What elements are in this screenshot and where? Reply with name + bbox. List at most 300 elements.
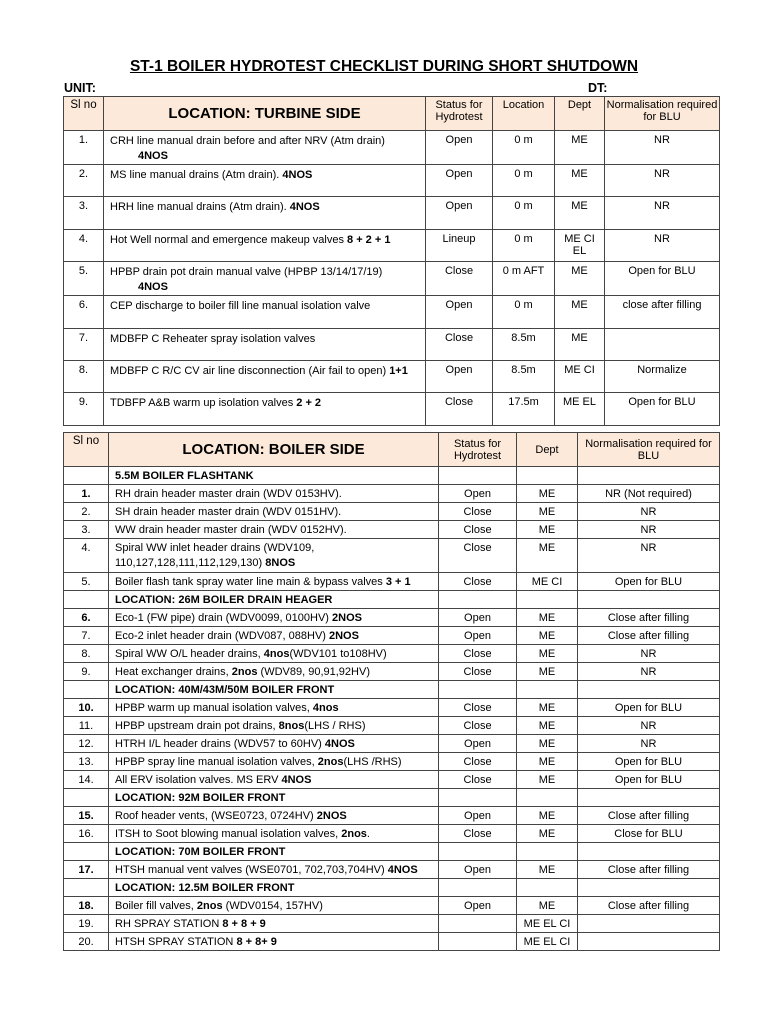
quantity-text: 2NOS: [332, 612, 362, 624]
sl-no-cell: 16.: [64, 825, 109, 843]
sl-no-header: Sl no: [64, 97, 104, 131]
sl-no-cell: 8.: [64, 645, 109, 663]
location-cell: 0 m AFT: [493, 262, 555, 296]
location-cell: 8.5m: [493, 328, 555, 360]
dept-cell: [555, 262, 605, 296]
table-row: [64, 825, 720, 843]
quantity-text: 8 + 8 + 9: [222, 918, 266, 930]
quantity-text: 1+1: [389, 364, 408, 377]
status-cell: Close: [426, 262, 493, 296]
date-label: DT:: [588, 81, 608, 95]
normalisation-cell: NR: [578, 539, 720, 573]
location-cell: 0 m: [493, 229, 555, 261]
status-cell: Open: [439, 627, 517, 645]
normalisation-cell: Normalize: [605, 360, 720, 392]
description-text: HTRH I/L header drains (WDV57 to 60HV): [115, 738, 325, 750]
section-row: [64, 843, 720, 861]
normalisation-cell: [578, 789, 720, 807]
description-text: Eco-2 inlet header drain (WDV087, 088HV): [115, 630, 329, 642]
section-title: 5.5M BOILER FLASHTANK: [109, 467, 439, 485]
dept-cell: ME EL CI: [517, 933, 578, 951]
normalisation-cell: [578, 591, 720, 609]
dept-text: ME EL: [562, 396, 596, 409]
sl-no-cell: 9.: [64, 393, 104, 425]
table-row: [64, 627, 720, 645]
section-title: LOCATION: 70M BOILER FRONT: [109, 843, 439, 861]
description-text: MDBFP C Reheater spray isolation valves: [110, 332, 316, 345]
description-cell: [104, 131, 426, 165]
sl-no-cell: 10.: [64, 699, 109, 717]
normalisation-cell: NR (Not required): [578, 485, 720, 503]
normalisation-cell: [578, 879, 720, 897]
description-text: HPBP drain pot drain manual valve (HPBP 13/14/17/19): [110, 266, 383, 279]
description-text: Hot Well normal and emergence makeup valves: [110, 233, 348, 246]
table-row: [64, 609, 720, 627]
description-text: ITSH to Soot blowing manual isolation valves,: [115, 828, 342, 840]
sl-no-cell: [64, 591, 109, 609]
normalisation-cell: Close for BLU: [578, 825, 720, 843]
sl-no-cell: [64, 789, 109, 807]
description-cell: [109, 735, 439, 753]
table-row: [64, 485, 720, 503]
dept-cell: [517, 789, 578, 807]
normalisation-cell: Close after filling: [578, 807, 720, 825]
dept-cell: ME: [517, 753, 578, 771]
dept-cell: ME EL CI: [517, 915, 578, 933]
location-title-header: LOCATION: BOILER SIDE: [109, 433, 439, 467]
quantity-text: 2nos: [231, 666, 258, 678]
location-title-header: LOCATION: TURBINE SIDE: [104, 97, 426, 131]
normalisation-cell: [578, 915, 720, 933]
status-cell: Close: [439, 699, 517, 717]
normalisation-header: Normalisation required for BLU: [605, 97, 720, 131]
description-text: RH drain header master drain (WDV 0153HV).: [115, 488, 342, 500]
status-cell: Open: [439, 485, 517, 503]
description-cell: [109, 717, 439, 735]
dept-header: Dept: [517, 433, 578, 467]
sl-no-cell: 14.: [64, 771, 109, 789]
status-cell: Close: [439, 753, 517, 771]
normalisation-cell: Close after filling: [578, 627, 720, 645]
status-cell: [439, 933, 517, 951]
quantity-text: 2nos: [317, 756, 344, 768]
description-text: Spiral WW inlet header drains (WDV109,: [115, 542, 315, 554]
description-cell: [109, 609, 439, 627]
status-cell: [439, 915, 517, 933]
description-text: CRH line manual drain before and after NRV (Atm drain): [110, 135, 385, 147]
quantity-text: 2 + 2: [296, 397, 322, 410]
description-cell: [104, 393, 426, 425]
quantity-text: 4NOS: [282, 169, 313, 181]
quantity-text: 8 + 2 + 1: [347, 233, 391, 246]
sl-no-cell: 17.: [64, 861, 109, 879]
status-cell: Open: [439, 897, 517, 915]
table-row: [64, 539, 720, 573]
dept-cell: [555, 393, 605, 425]
sl-no-cell: 6.: [64, 296, 104, 328]
description-cell: [104, 360, 426, 392]
quantity-text: 4NOS: [138, 281, 168, 294]
status-cell: Close: [439, 771, 517, 789]
status-cell: Lineup: [426, 229, 493, 261]
dept-text: ME: [571, 299, 588, 312]
description-text: Spiral WW O/L header drains,: [115, 648, 264, 660]
status-cell: Close: [426, 393, 493, 425]
section-title: LOCATION: 40M/43M/50M BOILER FRONT: [109, 681, 439, 699]
dept-cell: ME: [517, 663, 578, 681]
normalisation-cell: NR: [605, 197, 720, 229]
normalisation-header: Normalisation required for BLU: [578, 433, 720, 467]
description-cell: [109, 485, 439, 503]
description-cell: [109, 771, 439, 789]
quantity-text: 4NOS: [281, 774, 312, 786]
description-cell: [109, 753, 439, 771]
table-row: [64, 699, 720, 717]
description-cell: [109, 663, 439, 681]
quantity-text: 4NOS: [289, 201, 320, 214]
boiler-table-header: [64, 433, 720, 467]
sl-no-cell: 4.: [64, 229, 104, 261]
location-cell: 0 m: [493, 165, 555, 197]
description-text: HPBP spray line manual isolation valves,: [115, 756, 318, 768]
quantity-text: 8NOS: [265, 557, 296, 569]
normalisation-cell: [578, 843, 720, 861]
description-text: MDBFP C R/C CV air line disconnection (Air fail to open): [110, 364, 390, 377]
table-row: [64, 296, 720, 328]
description-cell: [109, 699, 439, 717]
table-row: [64, 262, 720, 296]
section-row: [64, 789, 720, 807]
table-row: [64, 897, 720, 915]
dept-header: Dept: [555, 97, 605, 131]
description-text: HPBP warm up manual isolation valves,: [115, 702, 313, 714]
normalisation-cell: NR: [578, 717, 720, 735]
table-row: [64, 360, 720, 392]
description-text: WW drain header master drain (WDV 0152HV).: [115, 524, 347, 536]
location-cell: 17.5m: [493, 393, 555, 425]
section-row: [64, 681, 720, 699]
section-title: LOCATION: 12.5M BOILER FRONT: [109, 879, 439, 897]
table-row: [64, 933, 720, 951]
sl-no-cell: 3.: [64, 197, 104, 229]
dept-cell: [517, 843, 578, 861]
description-suffix: (WDV101 to108HV): [289, 648, 387, 660]
status-cell: Close: [439, 645, 517, 663]
dept-text: ME CI: [564, 363, 595, 376]
description-cell: [109, 573, 439, 591]
status-cell: Open: [426, 165, 493, 197]
dept-cell: ME: [517, 539, 578, 573]
description-text: Heat exchanger drains,: [115, 666, 232, 678]
section-row: [64, 591, 720, 609]
dept-cell: ME: [517, 807, 578, 825]
dept-cell: ME: [517, 609, 578, 627]
description-cell: [104, 328, 426, 360]
normalisation-cell: Open for BLU: [578, 573, 720, 591]
normalisation-cell: NR: [578, 735, 720, 753]
table-row: [64, 753, 720, 771]
description-text: Boiler fill valves,: [115, 900, 197, 912]
description-cell: [109, 807, 439, 825]
normalisation-cell: Open for BLU: [605, 262, 720, 296]
status-cell: Open: [439, 735, 517, 753]
status-header: Status for Hydrotest: [439, 433, 517, 467]
dept-text: ME CI: [564, 232, 595, 245]
quantity-text: 8 + 8+ 9: [236, 936, 277, 948]
quantity-text: 4NOS: [324, 738, 355, 750]
description-suffix: (LHS / RHS): [304, 720, 366, 732]
normalisation-cell: NR: [605, 131, 720, 165]
quantity-text: 2NOS: [316, 810, 347, 822]
normalisation-cell: Open for BLU: [605, 393, 720, 425]
description-cell: [109, 645, 439, 663]
sl-no-header: Sl no: [64, 433, 109, 467]
normalisation-cell: [578, 467, 720, 485]
table-row: [64, 521, 720, 539]
section-title: LOCATION: 92M BOILER FRONT: [109, 789, 439, 807]
status-cell: [439, 591, 517, 609]
normalisation-cell: Close after filling: [578, 897, 720, 915]
status-cell: [439, 843, 517, 861]
table-row: [64, 663, 720, 681]
table-row: [64, 165, 720, 197]
sl-no-cell: 5.: [64, 573, 109, 591]
dept-text-2: EL: [572, 244, 587, 257]
section-row: [64, 467, 720, 485]
description-text: HPBP upstream drain pot drains,: [115, 720, 279, 732]
dept-cell: ME: [517, 699, 578, 717]
dept-cell: ME: [517, 645, 578, 663]
status-cell: [439, 789, 517, 807]
dept-text: ME: [571, 331, 588, 344]
description-suffix: (WDV89, 90,91,92HV): [257, 666, 370, 678]
table-row: [64, 915, 720, 933]
description-cell: [109, 503, 439, 521]
sl-no-cell: 6.: [64, 609, 109, 627]
status-cell: Close: [426, 328, 493, 360]
normalisation-cell: NR: [605, 165, 720, 197]
turbine-table-header: [64, 97, 720, 131]
location-cell: 0 m: [493, 131, 555, 165]
normalisation-cell: Close after filling: [578, 861, 720, 879]
quantity-text: 3 + 1: [385, 576, 411, 588]
table-row: [64, 771, 720, 789]
description-cell: [109, 521, 439, 539]
description-cell: [104, 197, 426, 229]
normalisation-cell: [578, 933, 720, 951]
table-row: [64, 717, 720, 735]
status-cell: [439, 879, 517, 897]
table-row: [64, 131, 720, 165]
sl-no-cell: 2.: [64, 503, 109, 521]
dept-cell: ME: [517, 735, 578, 753]
description-text: SH drain header master drain (WDV 0151HV).: [115, 506, 342, 518]
dept-cell: [555, 131, 605, 165]
description-cell: [109, 897, 439, 915]
status-cell: Close: [439, 663, 517, 681]
dept-cell: ME: [517, 861, 578, 879]
table-row: [64, 197, 720, 229]
location-cell: 8.5m: [493, 360, 555, 392]
table-row: [64, 735, 720, 753]
status-cell: Close: [439, 573, 517, 591]
description-cell: [109, 825, 439, 843]
status-cell: Open: [439, 807, 517, 825]
dept-cell: ME: [517, 521, 578, 539]
description-text: MS line manual drains (Atm drain).: [110, 169, 283, 181]
dept-text: ME: [571, 200, 588, 213]
dept-cell: ME: [517, 771, 578, 789]
location-cell: 0 m: [493, 197, 555, 229]
description-text: TDBFP A&B warm up isolation valves: [110, 397, 297, 410]
description-cell: [109, 627, 439, 645]
description-cell: [104, 296, 426, 328]
status-cell: Open: [426, 360, 493, 392]
sl-no-cell: 20.: [64, 933, 109, 951]
description-text: Roof header vents, (WSE0723, 0724HV): [115, 810, 317, 822]
description-cell: [104, 262, 426, 296]
normalisation-cell: Close after filling: [578, 609, 720, 627]
description-cell: [109, 861, 439, 879]
section-row: [64, 879, 720, 897]
table-row: [64, 861, 720, 879]
dept-cell: ME: [517, 717, 578, 735]
table-row: [64, 645, 720, 663]
status-cell: Close: [439, 825, 517, 843]
sl-no-cell: [64, 843, 109, 861]
unit-label: UNIT:: [64, 81, 96, 95]
dept-cell: [555, 328, 605, 360]
normalisation-cell: Open for BLU: [578, 753, 720, 771]
description-text: HTSH SPRAY STATION: [115, 936, 237, 948]
dept-cell: [517, 591, 578, 609]
status-header: Status for Hydrotest: [426, 97, 493, 131]
sl-no-cell: [64, 681, 109, 699]
boiler-side-table: [63, 432, 720, 951]
description-text: Eco-1 (FW pipe) drain (WDV0099, 0100HV): [115, 612, 333, 624]
normalisation-cell: Open for BLU: [578, 771, 720, 789]
description-text: HRH line manual drains (Atm drain).: [110, 201, 290, 214]
dept-cell: ME: [517, 503, 578, 521]
sl-no-cell: 11.: [64, 717, 109, 735]
sl-no-cell: 15.: [64, 807, 109, 825]
section-title: LOCATION: 26M BOILER DRAIN HEAGER: [109, 591, 439, 609]
description-text: HTSH manual vent valves (WSE0701, 702,703,704HV): [115, 864, 388, 876]
table-row: [64, 328, 720, 360]
dept-cell: [517, 467, 578, 485]
description-text: CEP discharge to boiler fill line manual isolation valve: [110, 300, 371, 313]
status-cell: Close: [439, 521, 517, 539]
dept-text: ME: [571, 265, 588, 278]
sl-no-cell: 9.: [64, 663, 109, 681]
normalisation-cell: [578, 681, 720, 699]
status-cell: Open: [439, 609, 517, 627]
quantity-text: 4nos: [263, 648, 290, 660]
normalisation-cell: [605, 328, 720, 360]
quantity-text: 2NOS: [329, 630, 359, 642]
sl-no-cell: [64, 467, 109, 485]
normalisation-cell: Open for BLU: [578, 699, 720, 717]
description-cell: [109, 915, 439, 933]
sl-no-cell: 1.: [64, 131, 104, 165]
sl-no-cell: [64, 879, 109, 897]
description-suffix: (WDV0154, 157HV): [222, 900, 323, 912]
dept-text: ME: [571, 168, 588, 180]
table-row: [64, 807, 720, 825]
dept-cell: [555, 229, 605, 261]
status-cell: Close: [439, 539, 517, 573]
status-cell: Open: [426, 197, 493, 229]
description-text: RH SPRAY STATION: [115, 918, 223, 930]
quantity-text: 4NOS: [387, 864, 418, 876]
description-cell: [109, 539, 439, 573]
normalisation-cell: NR: [578, 521, 720, 539]
description-cell: [109, 933, 439, 951]
dept-cell: ME: [517, 485, 578, 503]
table-row: [64, 573, 720, 591]
dept-cell: ME CI: [517, 573, 578, 591]
normalisation-cell: NR: [578, 503, 720, 521]
normalisation-cell: close after filling: [605, 296, 720, 328]
table-row: [64, 393, 720, 425]
turbine-side-table: [63, 96, 720, 426]
status-cell: Open: [426, 296, 493, 328]
status-cell: Close: [439, 503, 517, 521]
sl-no-cell: 19.: [64, 915, 109, 933]
table-row: [64, 503, 720, 521]
sl-no-cell: 7.: [64, 328, 104, 360]
status-cell: Open: [439, 861, 517, 879]
description-line-2: [115, 556, 438, 571]
description-cell: [104, 229, 426, 261]
description-cell: [104, 165, 426, 197]
description-text: All ERV isolation valves. MS ERV: [115, 774, 282, 786]
status-cell: Open: [426, 131, 493, 165]
status-cell: [439, 681, 517, 699]
document-title: ST-1 BOILER HYDROTEST CHECKLIST DURING SHORT SHUTDOWN: [129, 58, 639, 75]
status-cell: Close: [439, 717, 517, 735]
sl-no-cell: 5.: [64, 262, 104, 296]
dept-cell: [517, 879, 578, 897]
dept-cell: [517, 681, 578, 699]
dept-cell: ME: [517, 627, 578, 645]
quantity-text: 2nos: [341, 828, 367, 840]
location-header: Location: [493, 97, 555, 131]
quantity-text: 4NOS: [138, 150, 168, 162]
dept-cell: [555, 296, 605, 328]
dept-cell: [555, 165, 605, 197]
sl-no-cell: 13.: [64, 753, 109, 771]
dept-text: ME: [571, 134, 588, 146]
sl-no-cell: 2.: [64, 165, 104, 197]
dept-cell: [555, 360, 605, 392]
description-text-2: 110,127,128,111,112,129,130): [115, 557, 266, 569]
location-cell: 0 m: [493, 296, 555, 328]
quantity-text: 2nos: [196, 900, 223, 912]
sl-no-cell: 7.: [64, 627, 109, 645]
sl-no-cell: 3.: [64, 521, 109, 539]
normalisation-cell: NR: [605, 229, 720, 261]
dept-cell: [555, 197, 605, 229]
sl-no-cell: 4.: [64, 539, 109, 573]
table-row: [64, 229, 720, 261]
quantity-text: 4nos: [312, 702, 339, 714]
status-cell: [439, 467, 517, 485]
quantity-text: 8nos: [278, 720, 305, 732]
sl-no-cell: 12.: [64, 735, 109, 753]
sl-no-cell: 1.: [64, 485, 109, 503]
normalisation-cell: NR: [578, 663, 720, 681]
